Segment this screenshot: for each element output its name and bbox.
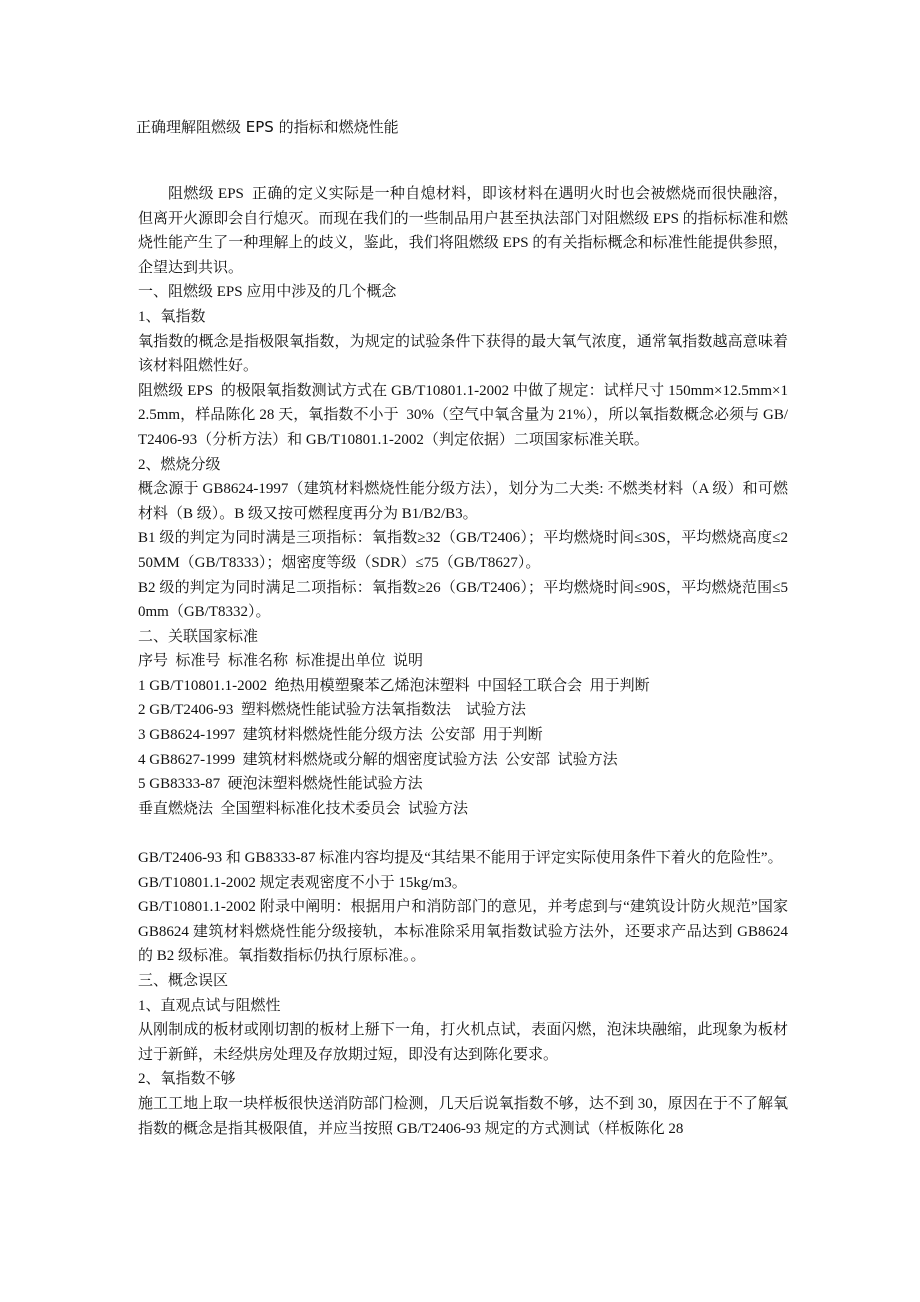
oxygen-index-definition: 氧指数的概念是指极限氧指数，为规定的试验条件下获得的最大氧气浓度，通常氧指数越高意味着该材料阻燃性好。 bbox=[138, 333, 788, 375]
section1-heading: 一、阻燃级 EPS 应用中涉及的几个概念 bbox=[138, 284, 397, 301]
standards-note-appendix: GB/T10801.1-2002 附录中阐明：根据用户和消防部门的意见，并考虑到与“建筑设计防火规范”国家 GB8624 建筑材料燃烧性能分级接轨，本标准除采用氧指数试验方法外，还要求产品达到 GB8624 的 B2 级标准。氧指数指标仍执行原标准。。 bbox=[138, 899, 792, 965]
document-body bbox=[138, 182, 792, 1141]
section3-heading: 三、概念误区 bbox=[138, 973, 229, 989]
standards-row: 1 GB/T10801.1-2002 绝热用模塑聚苯乙烯泡沫塑料 中国轻工联合会 用于判断 bbox=[138, 677, 650, 694]
oxygen-index-heading: 1、氧指数 bbox=[138, 308, 206, 325]
section2-heading: 二、关联国家标准 bbox=[138, 628, 259, 645]
standards-row: 3 GB8624-1997 建筑材料燃烧性能分级方法 公安部 用于判断 bbox=[138, 727, 543, 744]
blank-line bbox=[138, 821, 788, 846]
ignition-test-heading: 1、直观点试与阻燃性 bbox=[138, 997, 281, 1014]
standards-row: 4 GB8627-1999 建筑材料燃烧或分解的烟密度试验方法 公安部 试验方法 bbox=[138, 751, 618, 768]
standards-row: 2 GB/T2406-93 塑料燃烧性能试验方法氧指数法 试验方法 bbox=[138, 702, 526, 719]
intro-paragraph: 阻燃级 EPS 正确的定义实际是一种自熄材料，即该材料在遇明火时也会被燃烧而很快融溶，但离开火源即会自行熄灭。而现在我们的一些制品用户甚至执法部门对阻燃级 EPS 的指标标准和燃烧性能产生了一种理解上的歧义，鉴此，我们将阻燃级 EPS 的有关指标概念和标准性能提供参照，企望达到共识。 bbox=[138, 186, 788, 276]
b2-criteria: B2 级的判定为同时满足二项指标：氧指数≥26（GB/T2406）；平均燃烧时间≤90S，平均燃烧范围≤50mm（GB/T8332）。 bbox=[138, 579, 788, 621]
standards-note-density: GB/T10801.1-2002 规定表观密度不小于 15kg/m3。 bbox=[138, 874, 467, 891]
standards-table-header: 序号 标准号 标准名称 标准提出单位 说明 bbox=[138, 653, 424, 670]
combustion-grading-heading: 2、燃烧分级 bbox=[138, 456, 221, 473]
document-title: 正确理解阻燃级 EPS 的指标和燃烧性能 bbox=[136, 118, 399, 136]
insufficient-oxygen-paragraph: 施工工地上取一块样板很快送消防部门检测，几天后说氧指数不够，达不到 30，原因在于不了解氧指数的概念是指其极限值，并应当按照 GB/T2406-93 规定的方式测试（样板陈化 28 bbox=[138, 1095, 788, 1137]
oxygen-index-test-method: 阻燃级 EPS 的极限氧指数测试方式在 GB/T10801.1-2002 中做了规定：试样尺寸 150mm×12.5mm×12.5mm，样品陈化 28 天，氧指数不小于 30%（空气中氧含量为 21%），所以氧指数概念必须与 GB/T2406-93（分析方法）和 GB/T10801.1-2002（判定依据）二项国家标准关联。 bbox=[138, 382, 788, 448]
standards-note-risk: GB/T2406-93 和 GB8333-87 标准内容均提及“其结果不能用于评定实际使用条件下着火的危险性”。 bbox=[138, 850, 783, 867]
ignition-test-paragraph: 从刚制成的板材或刚切割的板材上掰下一角，打火机点试，表面闪燃，泡沫块融缩，此现象为板材过于新鲜，未经烘房处理及存放期过短，即没有达到陈化要求。 bbox=[138, 1022, 788, 1063]
insufficient-oxygen-heading: 2、氧指数不够 bbox=[138, 1071, 236, 1088]
standards-row: 5 GB8333-87 硬泡沫塑料燃烧性能试验方法 bbox=[138, 776, 423, 793]
combustion-grading-source: 概念源于 GB8624-1997（建筑材料燃烧性能分级方法），划分为二大类: 不燃类材料（A 级）和可燃材料（B 级）。B 级又按可燃程度再分为 B1/B2/B3。 bbox=[138, 481, 788, 522]
b1-criteria: B1 级的判定为同时满是三项指标：氧指数≥32（GB/T2406）；平均燃烧时间≤30S，平均燃烧高度≤250MM（GB/T8333）；烟密度等级（SDR）≤75（GB/T8627）。 bbox=[138, 530, 788, 571]
standards-row: 垂直燃烧法 全国塑料标准化技术委员会 试验方法 bbox=[138, 800, 469, 817]
